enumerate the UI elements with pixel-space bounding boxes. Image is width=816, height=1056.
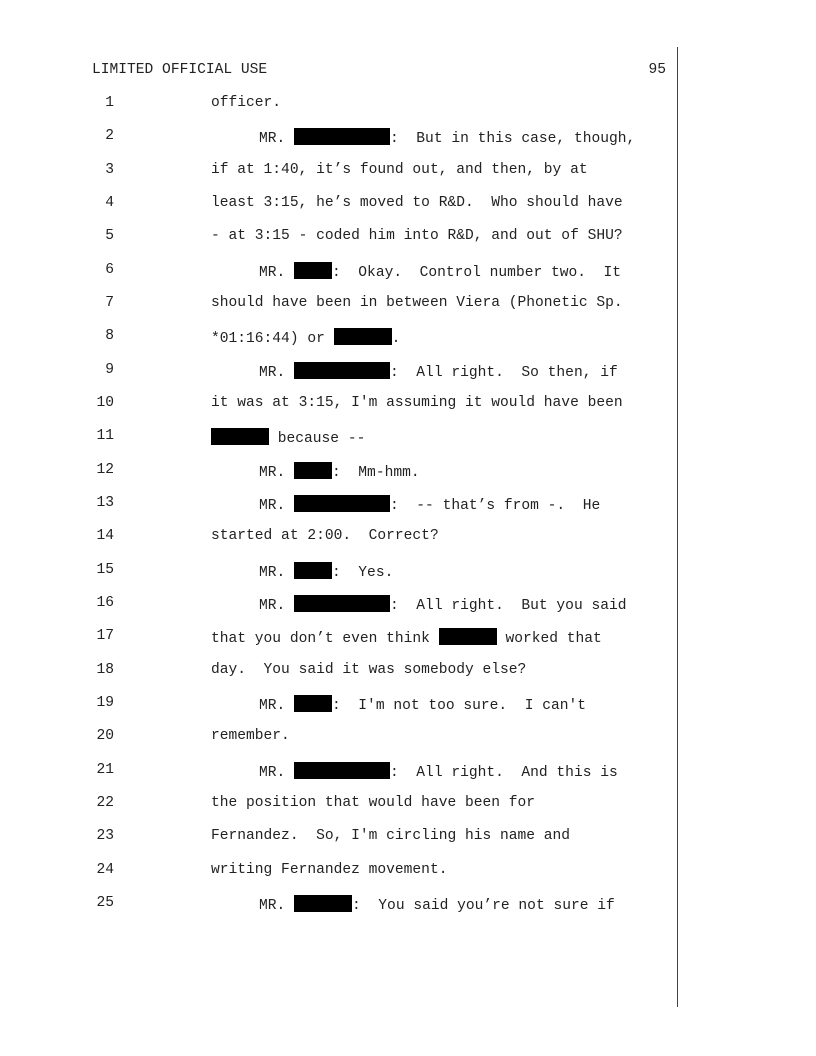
line-text: MR. : Yes. — [259, 562, 393, 581]
transcript-line — [0, 228, 816, 248]
transcript-line — [0, 728, 816, 748]
line-number: 8 — [105, 328, 114, 344]
transcript-line — [0, 362, 816, 382]
line-number: 7 — [105, 295, 114, 311]
transcript-line — [0, 562, 816, 582]
line-number: 14 — [96, 528, 114, 544]
line-text: day. You said it was somebody else? — [211, 662, 527, 678]
line-text: officer. — [211, 95, 282, 111]
line-number: 21 — [96, 762, 114, 778]
line-number: 25 — [96, 895, 114, 911]
line-number: 1 — [105, 95, 114, 111]
transcript-line — [0, 695, 816, 715]
transcript-line — [0, 762, 816, 782]
line-text: should have been in between Viera (Phonetic Sp. — [211, 295, 623, 311]
line-text: started at 2:00. Correct? — [211, 528, 439, 544]
line-number: 16 — [96, 595, 114, 611]
redaction-box — [294, 595, 390, 612]
line-number: 15 — [96, 562, 114, 578]
redaction-box — [294, 262, 332, 279]
redaction-box — [294, 128, 390, 145]
transcript-line — [0, 895, 816, 915]
line-number: 12 — [96, 462, 114, 478]
transcript-line — [0, 828, 816, 848]
redaction-box — [294, 695, 332, 712]
line-text: Fernandez. So, I'm circling his name and — [211, 828, 571, 844]
transcript-line — [0, 628, 816, 648]
transcript-line — [0, 95, 816, 115]
transcript-line — [0, 462, 816, 482]
line-text: - at 3:15 - coded him into R&D, and out of SHU? — [211, 228, 623, 244]
line-text: MR. : Mm-hmm. — [259, 462, 420, 481]
line-number: 22 — [96, 795, 114, 811]
line-number: 2 — [105, 128, 114, 144]
transcript-line — [0, 862, 816, 882]
line-text: MR. : I'm not too sure. I can't — [259, 695, 586, 714]
line-text: MR. : -- that’s from -. He — [259, 495, 600, 514]
line-text: the position that would have been for — [211, 795, 536, 811]
line-number: 19 — [96, 695, 114, 711]
line-text: because -- — [211, 428, 365, 447]
line-text: MR. : All right. But you said — [259, 595, 627, 614]
redaction-box — [294, 462, 332, 479]
line-text: MR. : You said you’re not sure if — [259, 895, 615, 914]
transcript-line — [0, 495, 816, 515]
line-number: 6 — [105, 262, 114, 278]
line-number: 20 — [96, 728, 114, 744]
line-number: 17 — [96, 628, 114, 644]
redaction-box — [294, 895, 352, 912]
redaction-box — [294, 362, 390, 379]
line-text: it was at 3:15, I'm assuming it would have been — [211, 395, 623, 411]
page-number: 95 — [648, 62, 666, 78]
line-number: 23 — [96, 828, 114, 844]
line-text: if at 1:40, it’s found out, and then, by at — [211, 162, 588, 178]
line-text: *01:16:44) or . — [211, 328, 400, 347]
line-text: MR. : Okay. Control number two. It — [259, 262, 621, 281]
transcript-line — [0, 195, 816, 215]
transcript-line — [0, 395, 816, 415]
transcript-line — [0, 595, 816, 615]
transcript-line — [0, 162, 816, 182]
line-text: MR. : But in this case, though, — [259, 128, 635, 147]
transcript-line — [0, 262, 816, 282]
transcript-line — [0, 528, 816, 548]
line-number: 18 — [96, 662, 114, 678]
redaction-box — [334, 328, 392, 345]
line-number: 13 — [96, 495, 114, 511]
transcript-line — [0, 328, 816, 348]
transcript-line — [0, 428, 816, 448]
line-text: MR. : All right. And this is — [259, 762, 618, 781]
line-number: 24 — [96, 862, 114, 878]
classification-label: LIMITED OFFICIAL USE — [92, 62, 268, 78]
line-text: least 3:15, he’s moved to R&D. Who should have — [211, 195, 623, 211]
line-number: 3 — [105, 162, 114, 178]
transcript-line — [0, 662, 816, 682]
transcript-line — [0, 795, 816, 815]
transcript-line — [0, 295, 816, 315]
line-number: 4 — [105, 195, 114, 211]
line-number: 5 — [105, 228, 114, 244]
redaction-box — [439, 628, 497, 645]
line-text: writing Fernandez movement. — [211, 862, 448, 878]
transcript-line — [0, 128, 816, 148]
redaction-box — [294, 495, 390, 512]
line-number: 11 — [96, 428, 114, 444]
redaction-box — [294, 562, 332, 579]
line-number: 9 — [105, 362, 114, 378]
redaction-box — [294, 762, 390, 779]
line-text: that you don’t even think worked that — [211, 628, 602, 647]
line-text: MR. : All right. So then, if — [259, 362, 618, 381]
line-number: 10 — [96, 395, 114, 411]
line-text: remember. — [211, 728, 290, 744]
redaction-box — [211, 428, 269, 445]
